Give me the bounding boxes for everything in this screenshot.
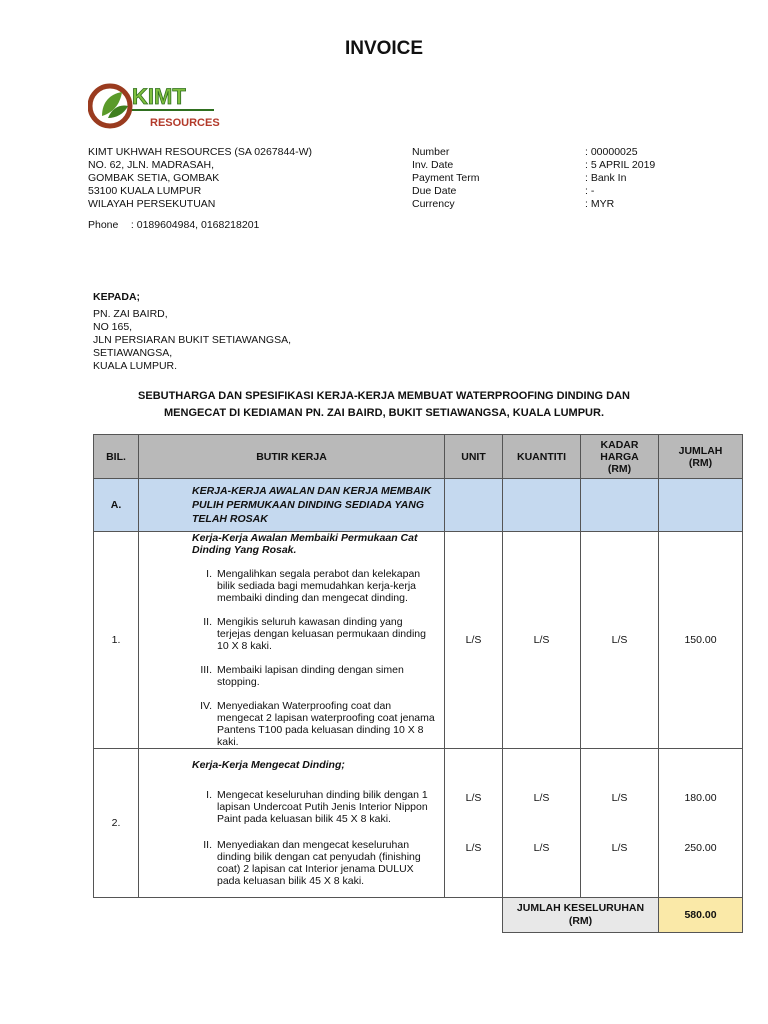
row-kadar: L/S: [581, 532, 659, 749]
item-number: III.: [200, 664, 212, 676]
item-number: II.: [203, 616, 212, 628]
logo-sub: RESOURCES: [150, 117, 220, 129]
company-line: KIMT UKHWAH RESOURCES (SA 0267844-W): [88, 146, 313, 158]
row-bil: 2.: [94, 749, 139, 898]
logo-brand: KIMT: [132, 84, 186, 109]
row-kuantiti: [503, 749, 581, 898]
total-row: [94, 898, 743, 933]
item-text: Menyediakan dan mengecat keseluruhan dinding bilik dengan cat penyudah (finishing coat) 2 lapisan cat Interior jenama DULUX pada keluasan bilik 45 X 8 kaki.: [217, 839, 421, 887]
recipient-heading: KEPADA;: [93, 291, 141, 303]
section-bil: A.: [94, 479, 139, 532]
recipient-line: KUALA LUMPUR.: [93, 360, 178, 372]
quotation-heading-line2: MENGECAT DI KEDIAMAN PN. ZAI BAIRD, BUKIT SETIAWANGSA, KUALA LUMPUR.: [164, 407, 604, 419]
phone-label: Phone: [88, 219, 119, 231]
meta-value: : -: [585, 185, 595, 197]
section-empty-cell: [445, 479, 503, 532]
kadar-value: L/S: [611, 792, 628, 804]
meta-label: Number: [412, 146, 450, 158]
list-item: [192, 789, 438, 825]
meta-value: : 5 APRIL 2019: [585, 159, 656, 171]
company-logo: [88, 78, 228, 134]
invoice-meta-labels: [412, 146, 480, 211]
total-value: 580.00: [659, 898, 743, 933]
row-jumlah: [659, 749, 743, 898]
invoice-title: INVOICE: [344, 38, 424, 59]
list-item: [192, 700, 438, 748]
meta-label: Due Date: [412, 185, 457, 197]
phone-value: : 0189604984, 0168218201: [130, 219, 260, 231]
company-line: NO. 62, JLN. MADRASAH,: [88, 159, 215, 171]
row-jumlah: 150.00: [659, 532, 743, 749]
row-bil: 1.: [94, 532, 139, 749]
quotation-heading-line1: SEBUTHARGA DAN SPESIFIKASI KERJA-KERJA MEMBUAT WATERPROOFING DINDING DAN: [138, 390, 630, 402]
row-kuantiti: L/S: [503, 532, 581, 749]
jumlah-value: 180.00: [684, 792, 717, 804]
list-item: [192, 664, 438, 688]
meta-label: Currency: [412, 198, 455, 210]
item-text: Mengalihkan segala perabot dan kelekapan bilik sediada bagi memudahkan kerja-kerja membaiki dinding dan mengecat dinding.: [217, 568, 421, 604]
list-item: [192, 839, 438, 887]
table-row: [94, 532, 743, 749]
header-kadar-harga: KADAR HARGA (RM): [581, 435, 659, 479]
kadar-value: L/S: [611, 842, 628, 854]
table-row: [94, 749, 743, 898]
section-empty-cell: [503, 479, 581, 532]
company-phone: [88, 219, 259, 232]
recipient-line: NO 165,: [93, 321, 133, 333]
company-line: GOMBAK SETIA, GOMBAK: [88, 172, 220, 184]
item-number: I.: [206, 789, 212, 801]
company-address: [88, 146, 312, 211]
row-unit: L/S: [445, 532, 503, 749]
section-row: [94, 479, 743, 532]
section-description: KERJA-KERJA AWALAN DAN KERJA MEMBAIK PULIH PERMUKAAN DINDING SEDIADA YANG TELAH ROSAK: [139, 479, 445, 532]
recipient-line: JLN PERSIARAN BUKIT SETIAWANGSA,: [93, 334, 291, 346]
company-line: 53100 KUALA LUMPUR: [88, 185, 202, 197]
row-description: [139, 749, 445, 898]
recipient-line: SETIAWANGSA,: [93, 347, 173, 359]
row-title: Kerja-Kerja Awalan Membaiki Permukaan Cat Dinding Yang Rosak.: [192, 532, 418, 556]
header-jumlah: JUMLAH (RM): [659, 435, 743, 479]
section-empty-cell: [581, 479, 659, 532]
row-kadar: [581, 749, 659, 898]
total-spacer: [445, 898, 503, 933]
jumlah-value: 250.00: [684, 842, 717, 854]
list-item: [192, 568, 438, 604]
total-spacer: [94, 898, 139, 933]
unit-value: L/S: [465, 792, 482, 804]
header-butir-kerja: BUTIR KERJA: [139, 435, 445, 479]
item-text: Mengikis seluruh kawasan dinding yang terjejas dengan keluasan permukaan dinding 10 X 8 kaki.: [217, 616, 426, 652]
item-text: Menyediakan Waterproofing coat dan mengecat 2 lapisan waterproofing coat jenama Pantens T100 pada keluasan dinding 10 X 8 kaki.: [217, 700, 435, 748]
row-unit: [445, 749, 503, 898]
company-line: WILAYAH PERSEKUTUAN: [88, 198, 216, 210]
meta-value: : Bank In: [585, 172, 627, 184]
meta-label: Payment Term: [412, 172, 480, 184]
total-label: JUMLAH KESELURUHAN (RM): [503, 898, 659, 933]
meta-label: Inv. Date: [412, 159, 454, 171]
row-description: [139, 532, 445, 749]
item-number: I.: [206, 568, 212, 580]
section-empty-cell: [659, 479, 743, 532]
unit-value: L/S: [465, 842, 482, 854]
list-item: [192, 616, 438, 652]
item-text: Mengecat keseluruhan dinding bilik dengan 1 lapisan Undercoat Putih Jenis Interior Nippon Paint pada keluasan bilik 45 X 8 kaki.: [217, 789, 428, 825]
item-number: II.: [203, 839, 212, 851]
table-header: [94, 435, 743, 479]
item-number: IV.: [200, 700, 212, 712]
kuantiti-value: L/S: [533, 792, 550, 804]
recipient-line: PN. ZAI BAIRD,: [93, 308, 168, 320]
header-kuantiti: KUANTITI: [503, 435, 581, 479]
row-title: Kerja-Kerja Mengecat Dinding;: [192, 759, 345, 771]
invoice-meta-values: [585, 146, 655, 211]
kuantiti-value: L/S: [533, 842, 550, 854]
item-text: Membaiki lapisan dinding dengan simen stopping.: [217, 664, 404, 688]
recipient-address: [93, 308, 291, 373]
total-spacer: [139, 898, 445, 933]
meta-value: : 00000025: [585, 146, 638, 158]
header-bil: BIL.: [94, 435, 139, 479]
header-unit: UNIT: [445, 435, 503, 479]
meta-value: : MYR: [585, 198, 615, 210]
quotation-table: [93, 434, 743, 933]
